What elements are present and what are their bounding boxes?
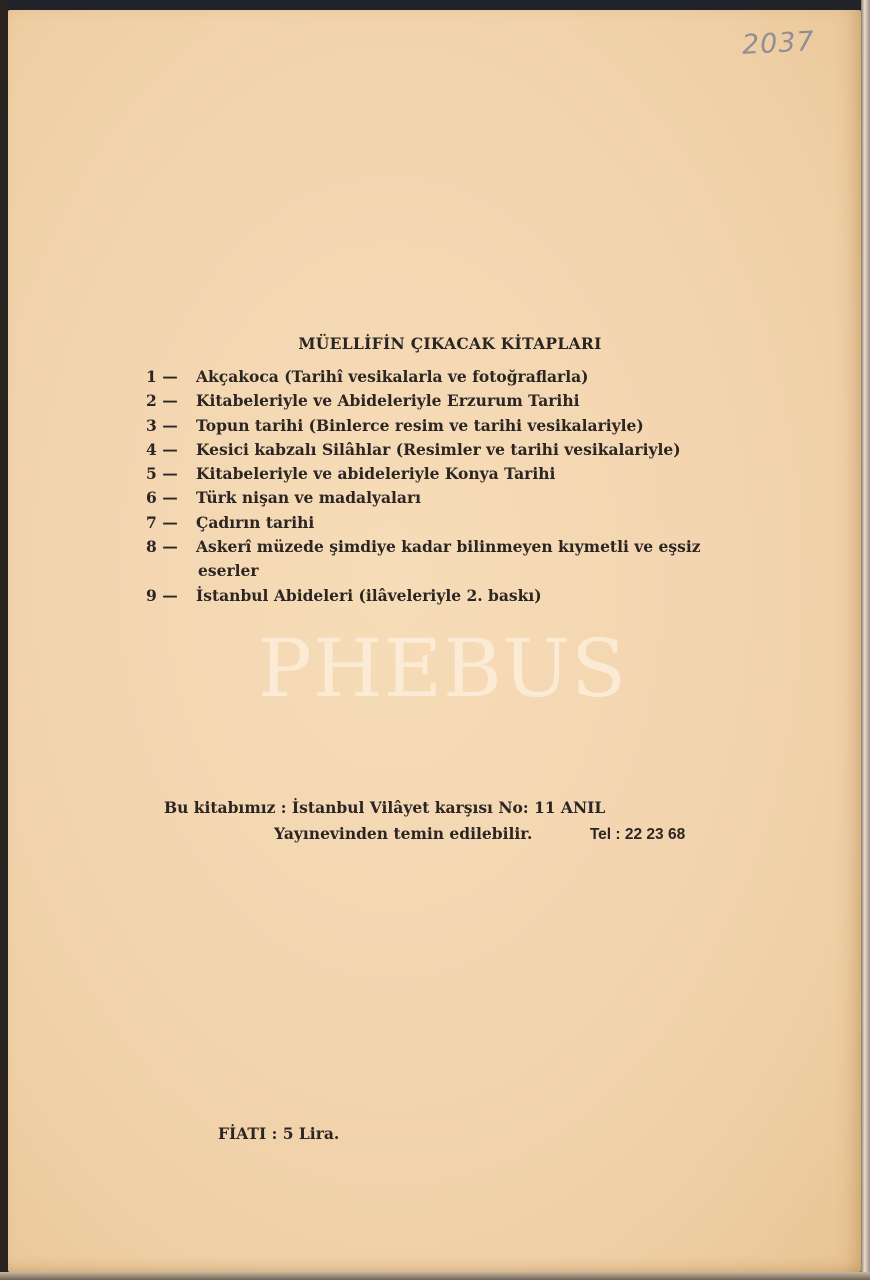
book-number <box>146 486 194 510</box>
book-dash: — <box>162 391 178 411</box>
book-number-value: 3 <box>146 415 157 435</box>
book-number <box>146 462 194 486</box>
book-number-value: 2 <box>146 391 157 411</box>
book-number <box>146 438 194 462</box>
book-dash: — <box>162 464 178 484</box>
book-number <box>146 511 194 535</box>
book-dash: — <box>162 537 178 557</box>
price: FİATI : 5 Lira. <box>218 1124 340 1143</box>
telephone-label: Tel : <box>589 826 621 843</box>
book-list-item <box>146 584 746 608</box>
book-dash: — <box>162 488 178 508</box>
book-title: Türk nişan ve madalyaları <box>196 488 422 508</box>
page-title: MÜELLİFİN ÇIKACAK KİTAPLARI <box>298 334 602 353</box>
book-number-value: 8 <box>146 537 157 557</box>
book-title: Kitabeleriyle ve abideleriyle Konya Tarihi <box>196 464 556 484</box>
book-list-item <box>146 486 746 510</box>
book-dash: — <box>162 415 178 435</box>
book-list-item <box>146 462 746 486</box>
handwritten-inventory-number: 2037 <box>741 26 816 61</box>
book-title-continuation: eserler <box>198 561 259 581</box>
telephone-number: 22 23 68 <box>624 826 686 843</box>
availability-line-2-text: Yayınevinden temin edilebilir. <box>274 824 533 843</box>
page-edge-right <box>861 0 870 1280</box>
book-title: Topun tarihi (Binlerce resim ve tarihi vesikalariyle) <box>196 415 644 435</box>
book-list-item <box>146 511 746 535</box>
book-dash: — <box>162 439 178 459</box>
book-dash: — <box>162 512 178 532</box>
availability-line-2 <box>164 821 784 848</box>
book-list-item <box>146 438 746 462</box>
book-list <box>146 365 746 608</box>
book-number-value: 6 <box>146 488 157 508</box>
book-number <box>146 414 194 438</box>
watermark: PHEBUS <box>258 622 628 715</box>
book-list-item <box>146 365 746 389</box>
book-number <box>146 365 194 389</box>
book-dash: — <box>162 585 178 605</box>
book-dash: — <box>162 367 178 386</box>
book-number <box>146 535 194 559</box>
telephone <box>590 822 685 848</box>
availability-note <box>164 795 784 848</box>
book-number-value: 4 <box>146 439 157 459</box>
book-list-item <box>146 389 746 413</box>
book-title: İstanbul Abideleri (ilâveleriyle 2. baskı) <box>196 585 542 605</box>
book-number <box>146 389 194 413</box>
book-title: Çadırın tarihi <box>196 512 315 532</box>
book-title: Akçakoca (Tarihî vesikalarla ve fotoğraflarla) <box>196 367 589 386</box>
book-number-value: 1 <box>146 367 157 386</box>
book-list-item <box>146 414 746 438</box>
book-list-item <box>146 535 746 584</box>
book-title: Kesici kabzalı Silâhlar (Resimler ve tarihi vesikalariyle) <box>196 439 681 459</box>
book-number-value: 7 <box>146 512 157 532</box>
book-number <box>146 584 194 608</box>
book-number-value: 9 <box>146 585 157 605</box>
book-title: Askerî müzede şimdiye kadar bilinmeyen kıymetli ve eşsiz <box>196 537 701 557</box>
book-title: Kitabeleriyle ve Abideleriyle Erzurum Tarihi <box>196 391 580 411</box>
book-number-value: 5 <box>146 464 157 484</box>
page-edge-bottom <box>0 1272 870 1280</box>
availability-line-1: Bu kitabımız : İstanbul Vilâyet karşısı No: 11 ANIL <box>164 798 606 817</box>
scan-background-left <box>0 0 8 1280</box>
